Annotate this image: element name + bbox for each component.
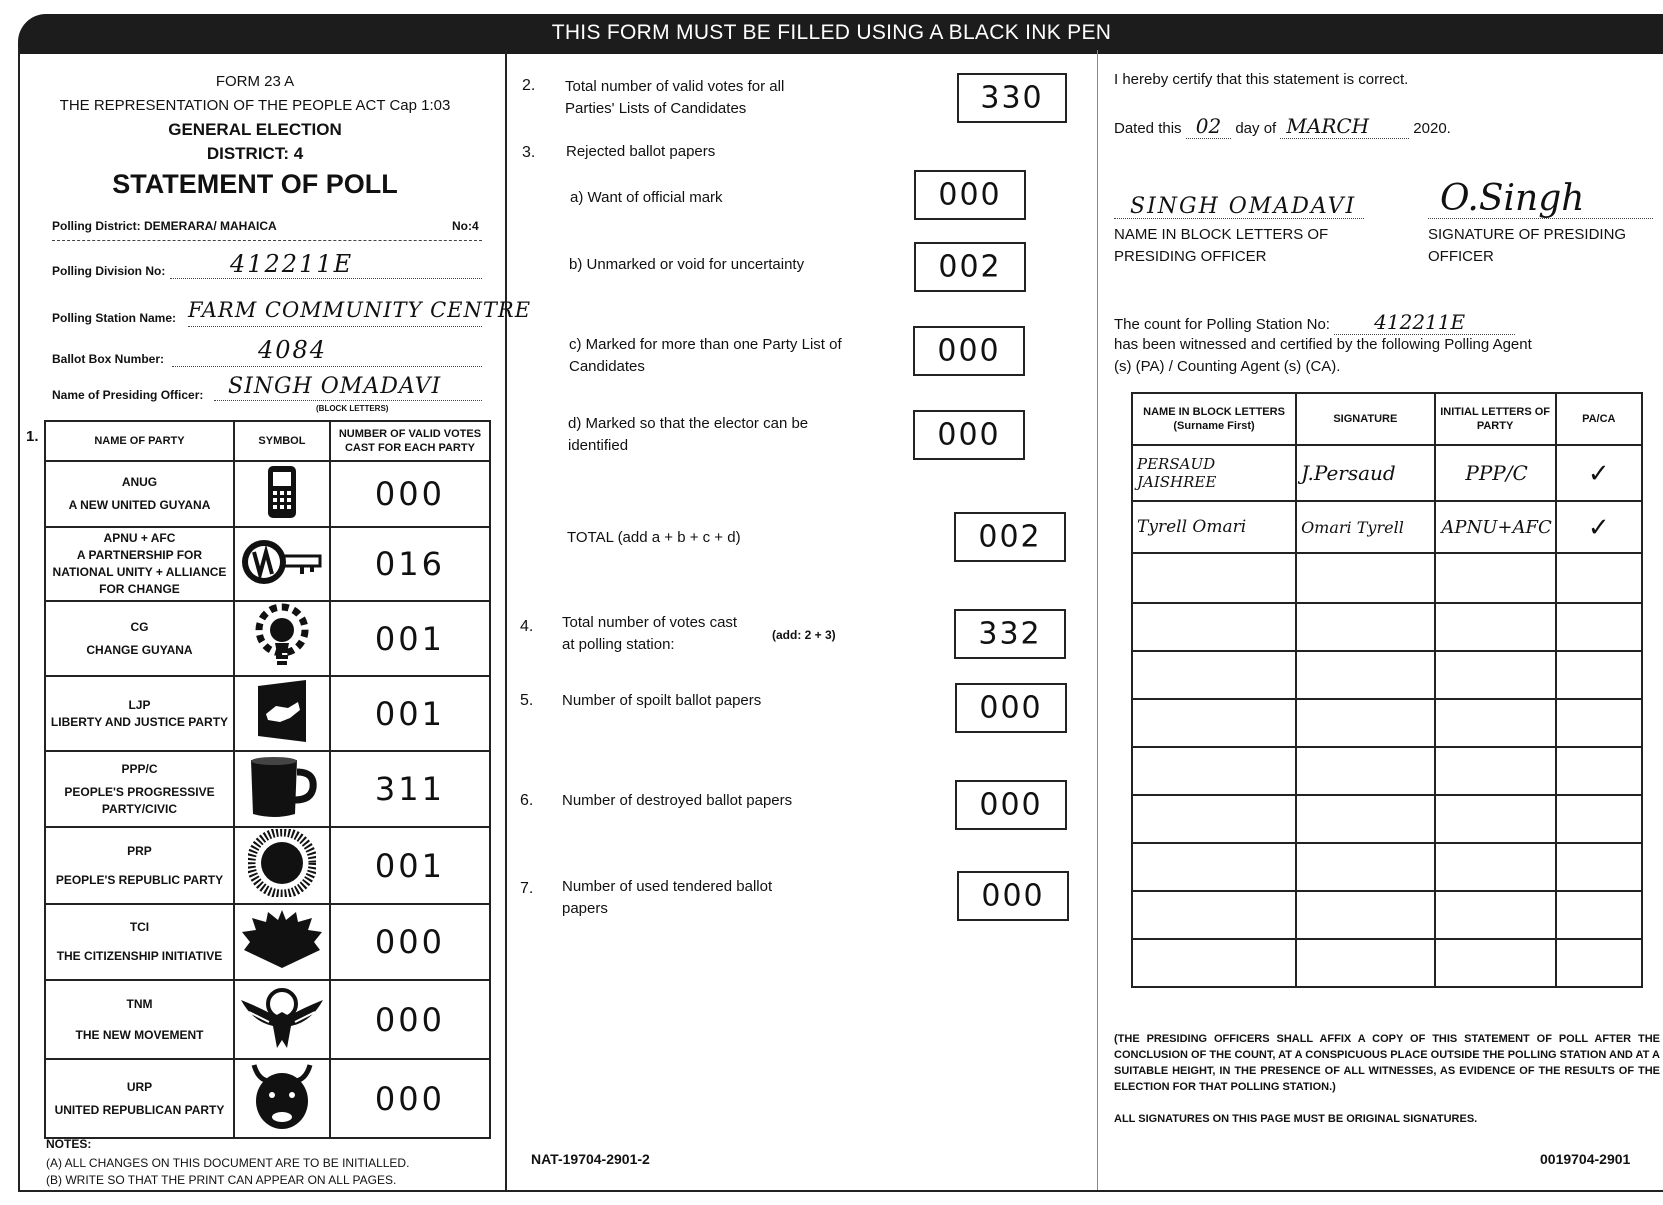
item6-box	[955, 780, 1067, 830]
cup-icon	[245, 754, 319, 820]
table-row	[45, 827, 490, 904]
table-row	[45, 461, 490, 527]
middle-column-divider	[1097, 50, 1098, 1190]
empty-cell	[1132, 747, 1296, 795]
empty-cell	[1435, 699, 1556, 747]
item3b-box	[914, 242, 1026, 292]
agent-check-mark: ✓	[1556, 501, 1642, 553]
agent-signature: Omari Tyrell	[1296, 501, 1435, 553]
empty-cell	[1556, 795, 1642, 843]
party-name-cell	[45, 751, 234, 827]
block-letters-hint: (BLOCK LETTERS)	[316, 404, 389, 413]
party-name-cell	[45, 1059, 234, 1138]
item6-number: 6.	[520, 792, 534, 809]
empty-cell	[1556, 553, 1642, 603]
party-votes-value: 311	[330, 751, 490, 827]
item7-number: 7.	[520, 880, 534, 897]
party-symbol-cell	[234, 1059, 330, 1138]
bull-icon	[250, 1061, 314, 1131]
party-table-header	[45, 421, 490, 461]
polling-district-underline	[52, 240, 482, 241]
party-name-cell	[45, 601, 234, 676]
empty-cell	[1556, 603, 1642, 651]
party-votes-value: 000	[330, 904, 490, 980]
table-row	[1132, 651, 1642, 699]
item3c-value: 000	[937, 333, 1001, 369]
party-abbr: TCI	[129, 920, 150, 934]
party-symbol-cell	[234, 904, 330, 980]
presiding-officer-label: Name of Presiding Officer:	[52, 388, 204, 402]
handshake-icon	[254, 678, 310, 744]
party-symbol-cell	[234, 461, 330, 527]
item4-label: Total number of votes cast at polling station:	[562, 614, 738, 653]
party-name-cell	[45, 827, 234, 904]
certify-text: I hereby certify that this statement is correct.	[1114, 71, 1409, 88]
empty-cell	[1296, 939, 1435, 987]
count-prefix: The count for Polling Station No:	[1114, 316, 1330, 333]
form-number: FORM 23 A	[215, 73, 295, 90]
party-full-name: A PARTNERSHIP FOR NATIONAL UNITY + ALLIANCE FOR CHANGE	[52, 548, 227, 596]
table-row	[1132, 699, 1642, 747]
table-row	[1132, 501, 1642, 553]
item5-number: 5.	[520, 692, 534, 709]
item3d-value: 000	[937, 417, 1001, 453]
empty-cell	[1435, 553, 1556, 603]
polling-district-label: Polling District: DEMERARA/ MAHAICA	[52, 219, 277, 233]
empty-cell	[1296, 699, 1435, 747]
empty-cell	[1132, 795, 1296, 843]
dated-year: 2020.	[1413, 120, 1451, 137]
item2-box	[957, 73, 1067, 123]
ballot-box-label: Ballot Box Number:	[52, 352, 165, 366]
lightbulb-gear-icon	[253, 603, 311, 669]
agent-check-mark: ✓	[1556, 445, 1642, 501]
empty-cell	[1435, 651, 1556, 699]
item2-label: Total number of valid votes for all Parties' Lists of Candidates	[565, 78, 785, 117]
table-row	[1132, 843, 1642, 891]
hand-key-icon	[240, 534, 324, 590]
table-row	[1132, 553, 1642, 603]
empty-cell	[1435, 891, 1556, 939]
total-box	[954, 512, 1066, 562]
party-symbol-cell	[234, 827, 330, 904]
table-row	[45, 904, 490, 980]
item3a-box	[914, 170, 1026, 220]
ballot-box-value: 4084	[258, 336, 328, 364]
party-full-name: LIBERTY AND JUSTICE PARTY	[50, 714, 229, 729]
header-agent-name: NAME IN BLOCK LETTERS (Surname First)	[1132, 393, 1296, 445]
table-row	[45, 1059, 490, 1138]
party-name-cell	[45, 527, 234, 601]
total-label: TOTAL (add a + b + c + d)	[567, 529, 741, 546]
empty-cell	[1435, 747, 1556, 795]
act-title: THE REPRESENTATION OF THE PEOPLE ACT Cap 1:03	[59, 97, 451, 114]
party-name-cell	[45, 980, 234, 1059]
party-votes-value: 000	[330, 980, 490, 1059]
agents-table-header	[1132, 393, 1642, 445]
empty-cell	[1296, 651, 1435, 699]
table-row	[45, 601, 490, 676]
party-abbr: APNU + AFC	[103, 531, 176, 545]
item2-value: 330	[980, 80, 1044, 116]
table-row	[45, 527, 490, 601]
dated-month: MARCH	[1280, 114, 1409, 139]
polling-division-value: 412211E	[230, 250, 354, 278]
item6-value: 000	[979, 787, 1043, 823]
district-title: DISTRICT: 4	[206, 144, 304, 163]
empty-cell	[1556, 939, 1642, 987]
signature-underline	[1428, 218, 1653, 219]
empty-cell	[1296, 603, 1435, 651]
empty-cell	[1556, 747, 1642, 795]
empty-cell	[1132, 603, 1296, 651]
officer-name-label: NAME IN BLOCK LETTERS OF PRESIDING OFFICER	[1114, 226, 1329, 265]
item3-label: Rejected ballot papers	[566, 143, 716, 160]
item5-label: Number of spoilt ballot papers	[562, 692, 762, 709]
item7-label: Number of used tendered ballot papers	[562, 878, 773, 917]
empty-cell	[1132, 553, 1296, 603]
empty-cell	[1296, 891, 1435, 939]
item3d-box	[913, 410, 1025, 460]
item3-number: 3.	[522, 144, 536, 161]
signature-label: SIGNATURE OF PRESIDING OFFICER	[1428, 226, 1627, 265]
header-party-name: NAME OF PARTY	[45, 421, 234, 461]
agent-party: PPP/C	[1435, 445, 1556, 501]
empty-cell	[1296, 747, 1435, 795]
empty-cell	[1435, 603, 1556, 651]
header-symbol: SYMBOL	[234, 421, 330, 461]
item2-number: 2.	[522, 77, 536, 94]
ballot-box-underline	[172, 366, 482, 367]
item4-value: 332	[978, 616, 1042, 652]
party-abbr: PPP/C	[121, 761, 158, 776]
table-row	[1132, 795, 1642, 843]
party-votes-value: 000	[330, 1059, 490, 1138]
dated-prefix: Dated this	[1114, 120, 1182, 137]
table-row	[45, 751, 490, 827]
empty-cell	[1556, 843, 1642, 891]
party-symbol-cell	[234, 751, 330, 827]
count-station-value: 412211E	[1334, 310, 1515, 335]
party-symbol-cell	[234, 601, 330, 676]
item3c-box	[913, 326, 1025, 376]
serial-number: 0019704-2901	[1540, 1151, 1631, 1167]
item6-label: Number of destroyed ballot papers	[562, 792, 793, 809]
table-row	[1132, 939, 1642, 987]
party-full-name: PEOPLE'S PROGRESSIVE PARTY/CIVIC	[64, 784, 215, 816]
polling-station-label: Polling Station Name:	[52, 311, 177, 325]
empty-cell	[1556, 651, 1642, 699]
empty-cell	[1132, 843, 1296, 891]
party-table-item-number: 1.	[26, 428, 39, 445]
party-full-name: THE NEW MOVEMENT	[75, 1027, 204, 1042]
party-votes-value: 016	[330, 527, 490, 601]
party-symbol-cell	[234, 527, 330, 601]
count-line	[1114, 310, 1515, 334]
item4-add-note: (add: 2 + 3)	[772, 628, 836, 642]
empty-cell	[1132, 891, 1296, 939]
item3a-value: 000	[938, 177, 1002, 213]
banner-text: THIS FORM MUST BE FILLED USING A BLACK INK PEN	[551, 21, 1112, 44]
party-abbr: TNM	[126, 996, 153, 1011]
agent-party: APNU+AFC	[1435, 501, 1556, 553]
table-row	[1132, 445, 1642, 501]
party-abbr: LJP	[128, 697, 151, 712]
item3a-label: a) Want of official mark	[570, 189, 723, 206]
form-code: NAT-19704-2901-2	[531, 1151, 650, 1167]
item3b-label: b) Unmarked or void for uncertainty	[569, 256, 805, 273]
empty-cell	[1296, 795, 1435, 843]
count-description: has been witnessed and certified by the following Polling Agent (s) (PA) / Counting Agent (s) (CA).	[1114, 336, 1532, 375]
header-valid-votes: NUMBER OF VALID VOTES CAST FOR EACH PARTY	[330, 421, 490, 461]
item7-value: 000	[981, 878, 1045, 914]
page-title: STATEMENT OF POLL	[112, 169, 398, 199]
empty-cell	[1556, 891, 1642, 939]
empty-cell	[1556, 699, 1642, 747]
party-symbol-cell	[234, 980, 330, 1059]
party-symbol-cell	[234, 676, 330, 751]
eagle-icon	[239, 982, 325, 1052]
empty-cell	[1435, 843, 1556, 891]
item3b-value: 002	[938, 249, 1002, 285]
polling-division-label: Polling Division No:	[52, 264, 166, 278]
dated-line	[1114, 114, 1451, 138]
party-name-cell	[45, 461, 234, 527]
party-full-name: UNITED REPUBLICAN PARTY	[54, 1102, 225, 1117]
item4-number: 4.	[520, 618, 534, 635]
header-agent-type: PA/CA	[1556, 393, 1642, 445]
empty-cell	[1132, 699, 1296, 747]
party-full-name: CHANGE GUYANA	[86, 642, 193, 657]
polling-district-number: No:4	[452, 219, 479, 233]
empty-cell	[1296, 553, 1435, 603]
party-votes-value: 001	[330, 827, 490, 904]
note-a: (A) ALL CHANGES ON THIS DOCUMENT ARE TO BE INITIALLED.	[46, 1156, 410, 1170]
party-full-name: PEOPLE'S REPUBLIC PARTY	[55, 872, 224, 887]
table-row	[1132, 603, 1642, 651]
agent-name: PERSAUD JAISHREE	[1132, 445, 1296, 501]
table-row	[1132, 747, 1642, 795]
item3c-label: c) Marked for more than one Party List of Candidates	[569, 336, 842, 375]
item4-box	[954, 609, 1066, 659]
polling-station-underline	[188, 326, 482, 327]
party-full-name: A NEW UNITED GUYANA	[68, 498, 211, 512]
leaf-fan-icon	[240, 910, 324, 970]
party-votes-value: 001	[330, 676, 490, 751]
table-row	[45, 676, 490, 751]
empty-cell	[1435, 795, 1556, 843]
presiding-officer-value: SINGH OMADAVI	[228, 374, 442, 399]
form-heading	[40, 70, 470, 199]
signatures-note: ALL SIGNATURES ON THIS PAGE MUST BE ORIGINAL SIGNATURES.	[1114, 1113, 1478, 1125]
agents-table	[1131, 392, 1643, 988]
polling-station-value: FARM COMMUNITY CENTRE	[188, 298, 532, 322]
cellphone-icon	[265, 464, 299, 520]
dated-mid: day of	[1235, 120, 1277, 137]
officer-signature: O.Singh	[1440, 178, 1585, 219]
sun-icon	[248, 829, 316, 897]
empty-cell	[1132, 939, 1296, 987]
party-abbr: URP	[126, 1079, 153, 1094]
dated-day: 02	[1186, 114, 1231, 139]
note-b: (B) WRITE SO THAT THE PRINT CAN APPEAR ON ALL PAGES.	[46, 1173, 397, 1187]
empty-cell	[1296, 843, 1435, 891]
agent-name: Tyrell Omari	[1132, 501, 1296, 553]
table-row	[1132, 891, 1642, 939]
total-value: 002	[978, 519, 1042, 555]
polling-division-underline	[170, 278, 482, 279]
party-abbr: PRP	[127, 843, 152, 858]
officer-name-underline	[1114, 218, 1364, 219]
party-full-name: THE CITIZENSHIP INITIATIVE	[56, 949, 223, 963]
header-agent-party: INITIAL LETTERS OF PARTY	[1435, 393, 1556, 445]
item5-value: 000	[979, 690, 1043, 726]
party-abbr: CG	[130, 619, 149, 634]
officer-name-value: SINGH OMADAVI	[1130, 194, 1357, 219]
party-name-cell	[45, 676, 234, 751]
notes-title: NOTES:	[46, 1137, 92, 1151]
item5-box	[955, 683, 1067, 733]
empty-cell	[1132, 651, 1296, 699]
header-agent-signature: SIGNATURE	[1296, 393, 1435, 445]
empty-cell	[1435, 939, 1556, 987]
party-name-cell	[45, 904, 234, 980]
party-votes-value: 000	[330, 461, 490, 527]
party-votes-table	[44, 420, 491, 1139]
item7-box	[957, 871, 1069, 921]
presiding-officer-underline	[214, 400, 482, 401]
posting-notice: (THE PRESIDING OFFICERS SHALL AFFIX A COPY OF THIS STATEMENT OF POLL AFTER THE CONCLUSION OF THE COUNT, AT A CONSPICUOUS PLACE OUTSIDE THE POLLING STATION AND AT A SUITABLE HEIGHT, IN THE PRESENCE OF ALL WITNESSES, AS EVIDENCE OF THE RESULTS OF THE ELECTION FOR THAT POLLING STATION.)	[1114, 1033, 1660, 1093]
item3d-label: d) Marked so that the elector can be identified	[568, 415, 809, 454]
agent-signature: J.Persaud	[1296, 445, 1435, 501]
party-abbr: ANUG	[121, 475, 158, 489]
table-row	[45, 980, 490, 1059]
election-title: GENERAL ELECTION	[168, 120, 342, 139]
party-votes-value: 001	[330, 601, 490, 676]
